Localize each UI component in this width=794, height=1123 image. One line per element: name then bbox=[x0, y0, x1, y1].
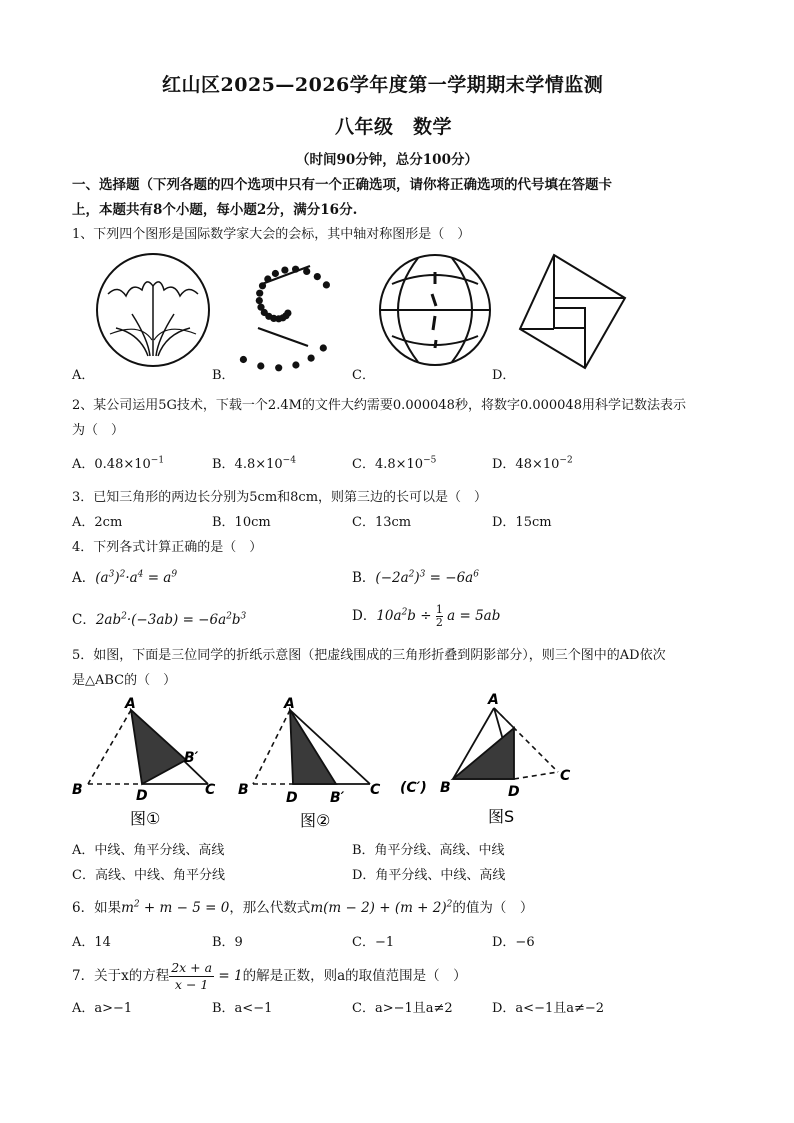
q1-option-d: D． bbox=[492, 368, 516, 383]
q5-stem-line1: 5．如图，下面是三位同学的折纸示意图（把虚线围成的三角形折叠到阴影部分），则三个图中的AD依次 bbox=[72, 648, 666, 663]
q2-option-c: C．$4.8\times 10^{-5}$ bbox=[352, 455, 437, 472]
q2-stem-line2: 为（ ） bbox=[72, 423, 125, 438]
q4-stem: 4．下列各式计算正确的是（ ） bbox=[72, 540, 263, 555]
fig2-label-bprime: B′ bbox=[330, 790, 345, 806]
q7-option-b: B．a<−1 bbox=[212, 1001, 273, 1016]
q4-option-a: A．$(a^3)^2\cdot a^4 = a^9$ bbox=[72, 569, 178, 586]
q7-option-d: D．a<−1且a≠−2 bbox=[492, 1001, 605, 1016]
q3-option-c: C．13cm bbox=[352, 515, 412, 530]
q6-stem: 6．如果$m^2 + m - 5 = 0$，那么代数式$m(m - 2) + (m + 2)^2$的值为（ ） bbox=[72, 899, 534, 916]
q1-figure-b bbox=[240, 266, 330, 372]
spiral-dot bbox=[272, 270, 279, 277]
q5-option-b: B．角平分线、高线、中线 bbox=[352, 843, 505, 858]
q2-stem-line1: 2、某公司运用5G技术，下载一个2.4M的文件大约需要0.000048秒，将数字0.000048用科学记数法表示 bbox=[72, 398, 686, 413]
q4-option-d: D．$10a^2b$ ÷ $\frac{1}{2}$ a = 5ab bbox=[352, 603, 501, 629]
q2-option-a: A．$0.48\times 10^{-1}$ bbox=[72, 455, 165, 472]
q6-option-c: C．−1 bbox=[352, 935, 395, 950]
fig3-label-b: B bbox=[440, 780, 451, 796]
fig2-label-a: A bbox=[284, 696, 295, 712]
spiral-dot bbox=[323, 281, 330, 288]
q1-option-a: A． bbox=[72, 368, 95, 383]
spiral-dot bbox=[308, 355, 315, 362]
fig3-label-cprime: (C′) bbox=[400, 780, 427, 796]
spiral-dot bbox=[256, 290, 263, 297]
fig3-label-c: C bbox=[560, 768, 571, 784]
fig2-label-b: B bbox=[238, 782, 249, 798]
exam-subtitle: 八年级 数学 bbox=[335, 116, 453, 138]
q5-stem-line2: 是△ABC的（ ） bbox=[72, 673, 177, 688]
q5-option-a: A．中线、角平分线、高线 bbox=[72, 843, 225, 858]
q5-figure-1 bbox=[72, 696, 216, 828]
q2-option-d: D．$48\times 10^{-2}$ bbox=[492, 455, 573, 472]
spiral-dot bbox=[240, 356, 247, 363]
spiral-dot bbox=[292, 361, 299, 368]
q3-option-a: A．2cm bbox=[72, 515, 123, 530]
q5-figure-2 bbox=[238, 696, 381, 830]
q5-option-c: C．高线、中线、角平分线 bbox=[72, 868, 225, 883]
spiral-dot bbox=[257, 304, 264, 311]
fig3-label-d: D bbox=[508, 784, 520, 800]
fig2-label-d: D bbox=[286, 790, 298, 806]
time-note: （时间90分钟，总分100分） bbox=[296, 152, 478, 168]
q1-stem: 1、下列四个图形是国际数学家大会的会标，其中轴对称图形是（ ） bbox=[72, 227, 471, 242]
q3-option-d: D．15cm bbox=[492, 515, 552, 530]
exam-title: 红山区2025—2026学年度第一学期期末学情监测 bbox=[162, 74, 604, 96]
q3-option-b: B．10cm bbox=[212, 515, 271, 530]
fig2-label-c: C bbox=[370, 782, 381, 798]
fig1-label-bprime: B′ bbox=[184, 750, 199, 766]
q1-figure-c bbox=[380, 255, 490, 365]
spiral-dot bbox=[314, 273, 321, 280]
fig1-label-d: D bbox=[136, 788, 148, 804]
spiral-dot bbox=[257, 362, 264, 369]
fig3-caption: 图S bbox=[488, 807, 515, 826]
fig2-caption: 图② bbox=[300, 811, 331, 830]
fig1-label-b: B bbox=[72, 782, 83, 798]
q3-stem: 3．已知三角形的两边长分别为5cm和8cm，则第三边的长可以是（ ） bbox=[72, 490, 488, 505]
q5-option-d: D．角平分线、中线、高线 bbox=[352, 868, 506, 883]
spiral-dot bbox=[320, 344, 327, 351]
q6-option-a: A．14 bbox=[72, 935, 111, 950]
q2-option-b: B．$4.8\times 10^{-4}$ bbox=[212, 455, 296, 472]
q1-option-b: B． bbox=[212, 368, 235, 383]
q7-stem: 7．关于x的方程 $\frac{2x + a}{x - 1}$ = 1的解是正数，则a的取值范围是（ ） bbox=[72, 960, 467, 992]
q5-figure-3 bbox=[400, 692, 571, 826]
section1-line1: 一、选择题（下列各题的四个选项中只有一个正确选项，请你将正确选项的代号填在答题卡 bbox=[72, 177, 612, 193]
q7-option-c: C．a>−1且a≠2 bbox=[352, 1001, 453, 1016]
q5-figures bbox=[68, 688, 588, 833]
q1-figure-a bbox=[97, 254, 209, 366]
spiral-dot bbox=[256, 297, 263, 304]
q6-option-b: B．9 bbox=[212, 935, 243, 950]
q4-option-c: C．$2ab^2\cdot(-3ab) = -6a^2b^3$ bbox=[72, 611, 247, 628]
q1-option-c: C． bbox=[352, 368, 375, 383]
q7-option-a: A．a>−1 bbox=[72, 1001, 133, 1016]
fig3-label-a: A bbox=[488, 692, 499, 708]
fig1-label-c: C bbox=[205, 782, 216, 798]
fig1-label-a: A bbox=[125, 696, 136, 712]
q1-figure-d bbox=[520, 255, 625, 368]
fig1-caption: 图① bbox=[130, 809, 161, 828]
q1-figures bbox=[80, 244, 640, 374]
spiral-dot bbox=[281, 267, 288, 274]
q4-option-b: B．$(-2a^2)^3 = -6a^6$ bbox=[352, 569, 479, 586]
section1-line2: 上，本题共有8个小题，每小题2分，满分16分. bbox=[72, 202, 358, 218]
q6-option-d: D．−6 bbox=[492, 935, 535, 950]
spiral-dot bbox=[275, 364, 282, 371]
